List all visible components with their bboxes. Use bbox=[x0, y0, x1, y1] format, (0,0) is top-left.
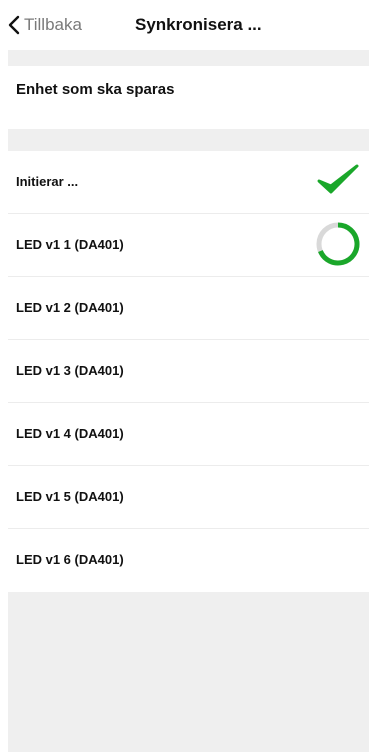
list-item-label: LED v1 5 (DA401) bbox=[16, 489, 124, 504]
checkmark-icon bbox=[313, 156, 363, 206]
list-item-label: LED v1 2 (DA401) bbox=[16, 300, 124, 315]
separator-band bbox=[8, 50, 369, 66]
list-item bbox=[8, 529, 369, 591]
list-item bbox=[8, 340, 369, 403]
list-item-label: LED v1 6 (DA401) bbox=[16, 552, 124, 567]
list-item bbox=[8, 151, 369, 214]
chevron-left-icon bbox=[8, 15, 20, 35]
list-item-label: LED v1 1 (DA401) bbox=[16, 237, 124, 252]
list-item-label: Initierar ... bbox=[16, 174, 79, 189]
section-header-label: Enhet som ska sparas bbox=[16, 81, 175, 98]
list-item bbox=[8, 403, 369, 466]
empty-area bbox=[8, 592, 369, 752]
list-item bbox=[8, 214, 369, 277]
list-item bbox=[8, 277, 369, 340]
back-label: Tillbaka bbox=[24, 15, 82, 34]
navigation-bar bbox=[0, 0, 369, 50]
sync-device-list bbox=[8, 151, 369, 591]
list-item-label: LED v1 4 (DA401) bbox=[16, 426, 124, 441]
section-header bbox=[8, 66, 369, 129]
separator-band bbox=[8, 129, 369, 151]
list-item-label: LED v1 3 (DA401) bbox=[16, 363, 124, 378]
page-title: Synkronisera ... bbox=[135, 15, 262, 34]
list-item bbox=[8, 466, 369, 529]
progress-spinner-icon bbox=[313, 219, 363, 269]
back-button[interactable] bbox=[8, 13, 82, 37]
